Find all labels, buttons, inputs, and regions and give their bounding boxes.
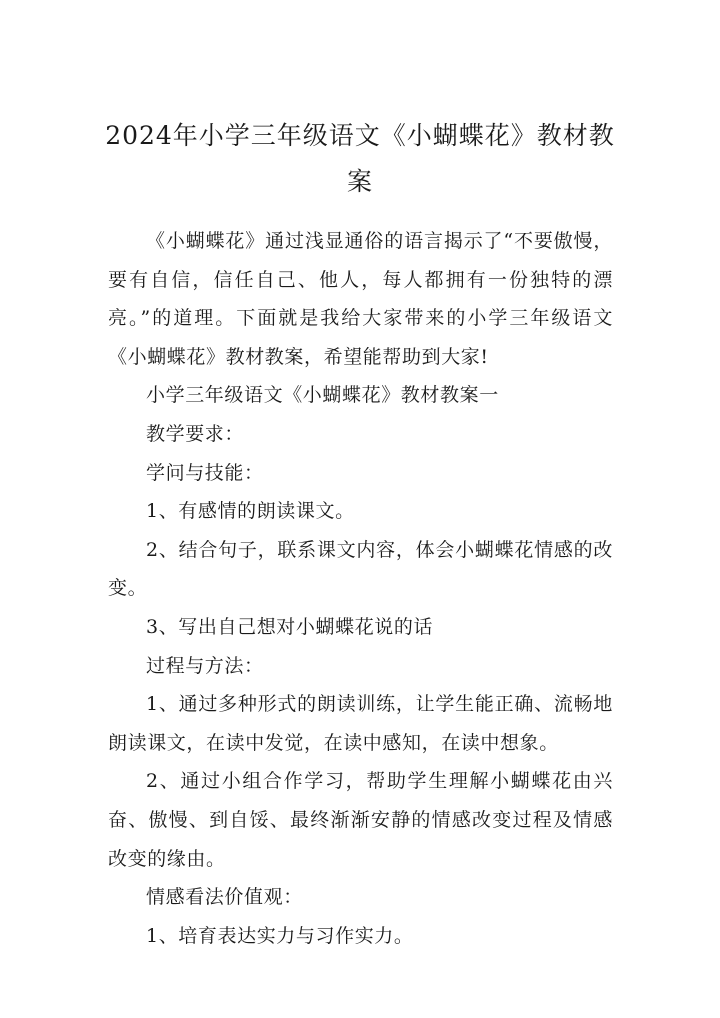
teaching-requirements-label: 教学要求： — [146, 422, 245, 445]
process-method-label: 过程与方法： — [146, 654, 264, 677]
section-heading: 小学三年级语文《小蝴蝶花》教材教案一 — [146, 384, 499, 407]
list-item: 2、通过小组合作学习，帮助学生理解小蝴蝶花由兴奋、傲慢、到自馁、最终渐渐安静的情感改变过程及情感改变的缘由。 — [108, 770, 613, 870]
list-item: 2、结合句子，联系课文内容，体会小蝴蝶花情感的改变。 — [108, 538, 613, 600]
list-item: 1、有感情的朗读课文。 — [146, 500, 355, 523]
document-body — [108, 222, 613, 955]
intro-paragraph: 《小蝴蝶花》通过浅显通俗的语言揭示了“不要傲慢，要有自信，信任自己、他人，每人都拥有一份独特的漂亮。”的道理。下面就是我给大家带来的小学三年级语文《小蝴蝶花》教材教案，希望能帮助到大家! — [108, 230, 613, 368]
list-item: 3、写出自己想对小蝴蝶花说的话 — [146, 615, 434, 638]
values-label: 情感看法价值观： — [146, 886, 303, 909]
list-item: 1、通过多种形式的朗读训练，让学生能正确、流畅地朗读课文，在读中发觉，在读中感知，在读中想象。 — [108, 693, 613, 754]
knowledge-skills-label: 学问与技能： — [146, 461, 264, 484]
list-item: 1、培育表达实力与习作实力。 — [146, 924, 414, 947]
document-title: 2024年小学三年级语文《小蝴蝶花》教材教案 — [105, 121, 615, 196]
